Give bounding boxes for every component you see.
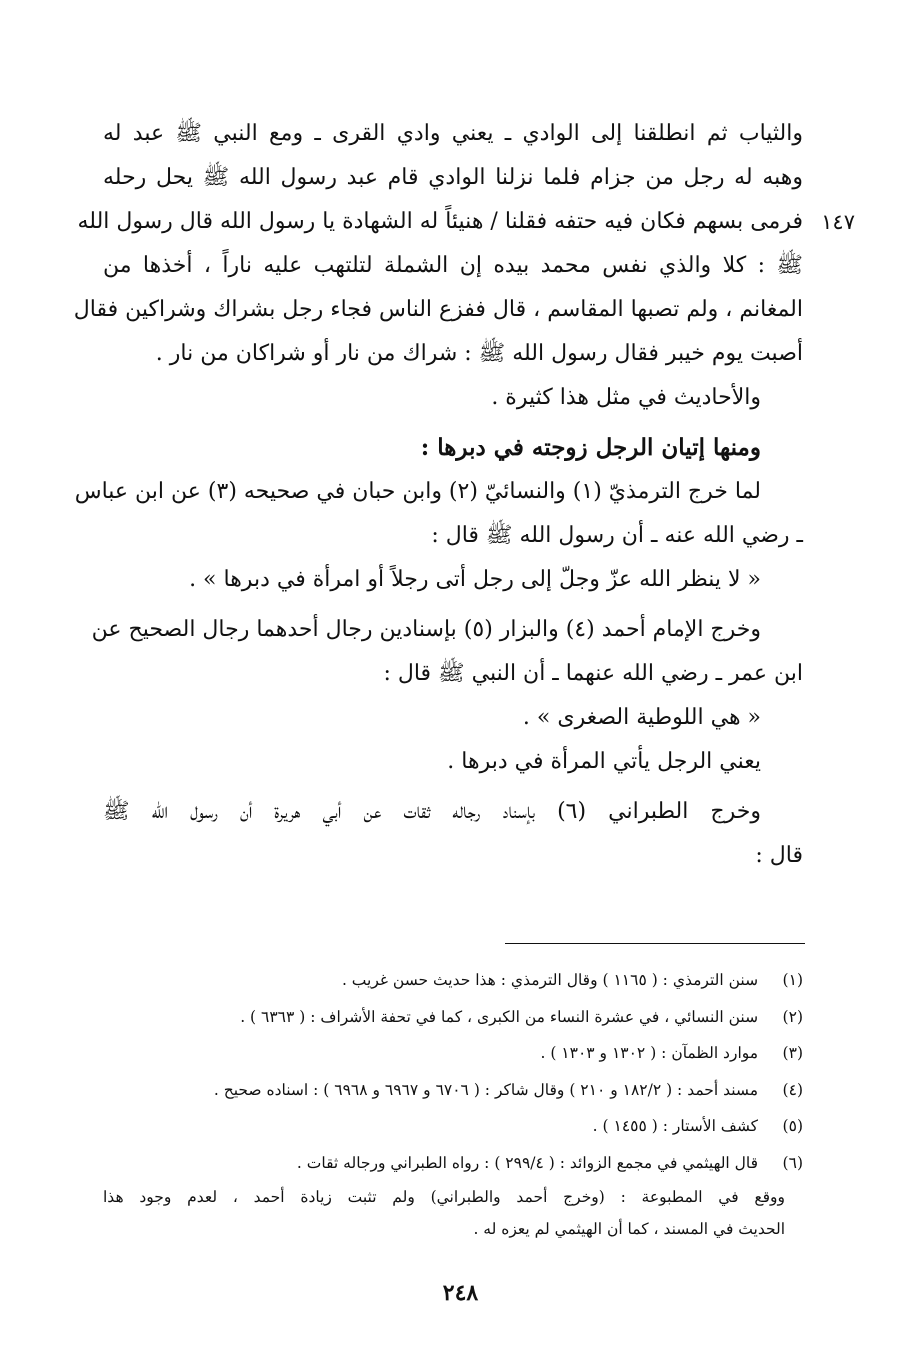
footnote-separator [505, 943, 805, 944]
text-line: وخرج الإمام أحمد (٤) والبزار (٥) بإسنادين رجال أحدهما رجال الصحيح عن [91, 617, 761, 642]
footnote [103, 1072, 803, 1109]
text-line: يعني الرجل يأتي المرأة في دبرها . [447, 749, 761, 774]
footnote-number: (١) [782, 971, 803, 989]
footnotes [103, 962, 803, 1245]
footnote-text: مسند أحمد : ( ١٨٢/٢ و ٢١٠ ) وقال شاكر : ( ٦٧٠٦ و ٦٩٦٧ و ٦٩٦٨ ) : اسناده صحيح . [213, 1080, 759, 1099]
text-line: المغانم ، ولم تصبها المقاسم ، قال ففزع الناس فجاء رجل بشراك وشراكين فقال [73, 297, 803, 322]
text-line: ﷺ : كلا والذي نفس محمد بيده إن الشملة لتلتهب عليه ناراً ، أخذها من [103, 253, 803, 278]
text-line: والأحاديث في مثل هذا كثيرة . [491, 385, 761, 410]
text-line: ـ رضي الله عنه ـ أن رسول الله ﷺ قال : [431, 523, 803, 548]
footnote-text: قال الهيثمي في مجمع الزوائد : ( ٢٩٩/٤ ) : رواه الطبراني ورجاله ثقات . [296, 1153, 759, 1172]
text-line: وهبه له رجل من جزام فلما نزلنا الوادي قام عبد رسول الله ﷺ يحل رحله [103, 165, 803, 190]
text-line: لما خرج الترمذيّ (١) والنسائيّ (٢) وابن حبان في صحيحه (٣) عن ابن عباس [74, 479, 761, 504]
footnote-text: موارد الظمآن : ( ١٣٠٢ و ١٣٠٣ ) . [540, 1044, 759, 1062]
text-line: فرمى بسهم فكان فيه حتفه فقلنا / هنيئاً له الشهادة يا رسول الله قال رسول الله [77, 209, 803, 234]
text-line: ابن عمر ـ رضي الله عنهما ـ أن النبي ﷺ قال : [383, 661, 803, 686]
footnote-number: (٥) [782, 1117, 803, 1135]
hadith-quote: « هي اللوطية الصغرى » . [522, 705, 761, 730]
footnote [103, 1108, 803, 1145]
text-line: قال : [755, 843, 803, 868]
footnote [103, 1035, 803, 1072]
footnote-number: (٢) [782, 1007, 803, 1026]
text-line: أصبت يوم خيبر فقال رسول الله ﷺ : شراك من نار أو شراكان من نار . [155, 341, 803, 366]
section-heading: ومنها إتيان الرجل زوجته في دبرها : [420, 434, 761, 461]
footnote-text: سنن الترمذي : ( ١١٦٥ ) وقال الترمذي : هذا حديث حسن غريب . [341, 971, 759, 989]
footnote-number: (٦) [782, 1153, 803, 1172]
footnote-number: (٣) [782, 1044, 803, 1062]
margin-page-reference: ١٤٧ [821, 210, 855, 234]
footnote [103, 999, 803, 1036]
footnote-text: كشف الأستار : ( ١٤٥٥ ) . [592, 1117, 759, 1135]
page-number: ٢٤٨ [442, 1280, 479, 1306]
footnote-number: (٤) [782, 1080, 803, 1099]
footnote-text: سنن النسائي ، في عشرة النساء من الكبرى ، كما في تحفة الأشراف : ( ٦٣٦٣ ) . [240, 1007, 759, 1026]
text-line: وخرج الطبراني (٦) بإسناد رجاله ثقات عن أبي هريرة أن رسول الله ﷺ [103, 799, 761, 824]
footnote-continuation: الحديث في المسند ، كما أن الهيثمي لم يعزه له . [473, 1220, 785, 1238]
footnote [103, 1145, 803, 1182]
footnote [103, 962, 803, 999]
main-text [73, 112, 803, 878]
footnote-continuation: ووقع في المطبوعة : (وخرج أحمد والطبراني) ولم تثبت زيادة أحمد ، لعدم وجود هذا [103, 1188, 785, 1206]
hadith-quote: « لا ينظر الله عزّ وجلّ إلى رجل أتى رجلاً أو امرأة في دبرها » . [189, 567, 761, 592]
text-line: والثياب ثم انطلقنا إلى الوادي ـ يعني وادي القرى ـ ومع النبي ﷺ عبد له [103, 121, 803, 146]
